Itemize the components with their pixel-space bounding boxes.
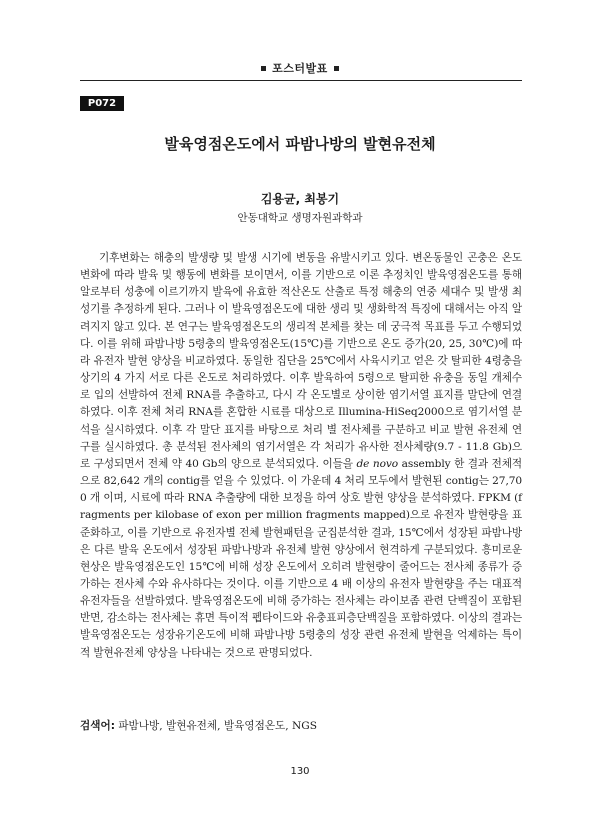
paper-id-badge: P072 — [80, 96, 124, 111]
square-bullet-icon — [261, 66, 266, 71]
square-bullet-icon — [334, 66, 339, 71]
paper-affiliation: 안동대학교 생명자원과학과 — [237, 212, 363, 224]
section-header-label: 포스터발표 — [272, 62, 328, 75]
keywords-value: 파밤나방, 발현유전체, 발육영점온도, NGS — [118, 720, 318, 732]
paper-title: 발육영점온도에서 파밤나방의 발현유전체 — [164, 135, 436, 153]
keywords-label: 검색어: — [80, 720, 115, 732]
header-rule — [80, 80, 522, 81]
page-number: 130 — [290, 766, 310, 777]
abstract-body: 기후변화는 해충의 발생량 및 발생 시기에 변동을 유발시키고 있다. 변온동물인 곤충은 온도 변화에 따라 발육 및 행동에 변화를 보이면서, 이를 기반으로 이론 추정치인 발육영점온도를 통해 알로부터 성충에 이르기까지 발육에 유효한 적산온도 산출로 특정 해충의 연중 세대수 및 발생 최성기를 추정하게 된다. 그러나 이 발육영점온도에 대한 생리 및 생화학적 특징에 대해서는 아직 알려지지 않고 있다. 본 연구는 발육영점온도의 생리적 본체를 찾는 데 궁극적 목표를 두고 수행되었다. 이를 위해 파밤나방 5령충의 발육영점온도(15℃)를 기반으로 온도 증가(20, 25, 30℃)에 따라 유전자 발현 양상을 비교하였다. 동일한 집단을 25℃에서 사육시키고 얻은 갓 탈피한 4령충을 상기의 4 가지 서로 다른 온도로 처리하였다. 이후 발육하여 5령으로 탈피한 유충을 동일 개체수로 입의 선발하여 전체 RNA를 추출하고, 다시 각 온도별로 상이한 염기서열 표지를 말단에 연결하였다. 이후 전체 처리 RNA를 혼합한 시료를 대상으로 Illumina-HiSeq2000으로 염기서열 분석을 실시하였다. 이후 각 말단 표지를 바탕으로 처리 별 전사체를 구분하고 비교 발현 유전체 연구를 실시하였다. 총 분석된 전사체의 염기서열은 각 처리가 유사한 전사체량(9.7 - 11.8 Gb)으로 구성되면서 전체 약 40 Gb의 양으로 분석되었다. 이들을 de novo assembly 한 결과 전체적으로 82,642 개의 contig를 얻을 수 있었다. 이 가운데 4 처리 모두에서 발현된 contig는 27,700 개 이며, 시료에 따라 RNA 추출량에 대한 보정을 하여 상호 발현 양상을 분석하였다. FPKM (fragments per kilobase of exon per million fragments mapped)으로 유전자 발현량을 표준화하고, 이를 기반으로 유전자별 전체 발현패턴을 군집분석한 결과, 15℃에서 성장된 파밤나방은 다른 발육 온도에서 성장된 파밤나방과 유전체 발현 양상에서 현격하게 구분되었다. 흥미로운 현상은 발육영점온도인 15℃에 비해 성장 온도에서 오히려 발현량이 줄어드는 전사체 종류가 증가하는 전사체 수와 유사하다는 것이다. 이를 기반으로 4 배 이상의 유전자 발현량을 주는 대표적 유전자들을 선발하였다. 발육영점온도에 비해 증가하는 전사체는 라이보좀 관련 단백질이 포함된 반면, 감소하는 전사체는 휴면 특이적 펩타이드와 유충표피층단백질을 포함하였다. 이상의 결과는 발육영점온도는 성장유기온도에 비해 파밤나방 5령충의 성장 관련 유전체 발현을 억제하는 특이적 발현유전체 양상을 나타내는 것으로 판명되었다. — [80, 252, 522, 659]
italic-term: de novo — [356, 457, 399, 470]
section-header — [0, 60, 600, 76]
keywords-line — [80, 718, 522, 733]
paper-authors: 김용균, 최봉기 — [260, 192, 340, 206]
